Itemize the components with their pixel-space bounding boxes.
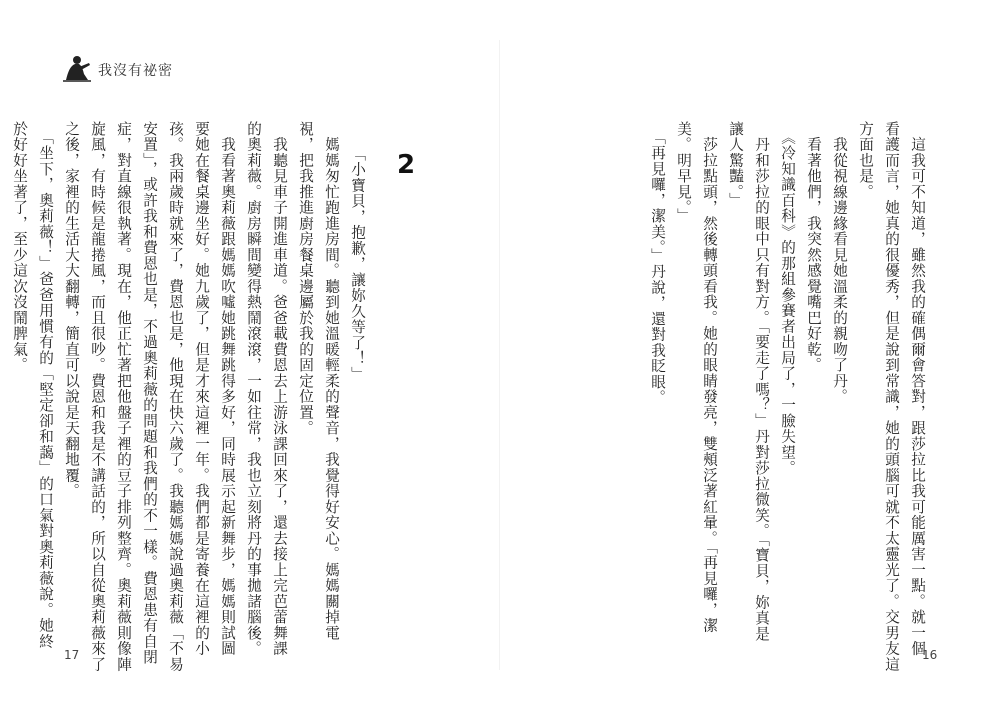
text-column: 視，把我推進廚房餐桌邊屬於我的固定位置。 (297, 121, 314, 436)
text-column: 方面也是。 (857, 121, 874, 200)
running-header (62, 52, 222, 84)
text-column: 於好好坐著了，至少這次沒鬧脾氣。 (11, 121, 28, 373)
text-column: 「再見囉，潔美。」丹說，還對我眨眼。 (649, 121, 666, 406)
text-column: 我聽見車子開進車道。爸爸載費恩去上游泳課回來了，還去接上完芭蕾舞課 (271, 121, 288, 657)
page-gutter (499, 40, 500, 670)
text-column: 孩。我兩歲時就來了，費恩也是，他現在快六歲了。我聽媽媽說過奧莉薇「不易 (167, 121, 184, 673)
text-column: 看著他們，我突然感覺嘴巴好乾。 (805, 121, 822, 373)
text-column: 「小寶貝，抱歉，讓妳久等了！」 (349, 146, 366, 383)
page-number-right: 16 (922, 648, 938, 662)
text-column: 的奧莉薇。廚房瞬間變得熱鬧滾滾，一如往常，我也立刻將丹的事拋諸腦後。 (245, 121, 262, 657)
page-number-left: 17 (64, 648, 80, 662)
text-column: 讓人驚豔。」 (727, 121, 744, 209)
text-column: 丹和莎拉的眼中只有對方。「要走了嗎？」丹對莎拉微笑。「寶貝，妳真是 (753, 121, 770, 642)
text-column: 我從視線邊緣看見她溫柔的親吻了丹。 (831, 121, 848, 405)
text-column: 媽媽匆忙跑進房間。聽到她溫暖輕柔的聲音，我覺得好安心。媽媽關掉電 (323, 121, 340, 641)
chapter-number: 2 (397, 150, 416, 180)
text-column: 這我可不知道，雖然我的確偶爾會答對，跟莎拉比我可能厲害一點。就一個 (909, 121, 926, 657)
text-column: 安置」，或許我和費恩也是，不過奧莉薇的問題和我們的不一樣。費恩患有自閉 (141, 121, 158, 665)
text-column: 我看著奧莉薇跟媽媽吹噓她跳舞跳得多好，同時展示起新舞步，媽媽則試圖 (219, 121, 236, 657)
text-column: 之後，家裡的生活大大翻轉，簡直可以說是天翻地覆。 (63, 121, 80, 499)
book-title: 我沒有祕密 (98, 63, 173, 79)
text-column: 旋風，有時候是龍捲風，而且很吵。費恩和我是不講話的，所以自從奧莉薇來了 (89, 121, 106, 673)
text-column: 要她在餐桌邊坐好。她九歲了，但是才來這裡一年。我們都是寄養在這裡的小 (193, 121, 210, 657)
text-column: 症，對直線很執著。現在，他正忙著把他盤子裡的豆子排列整齊。奧莉薇則像陣 (115, 121, 132, 673)
text-column: 莎拉點頭，然後轉頭看我。她的眼睛發亮，雙頰泛著紅暈。「再見囉，潔 (701, 121, 718, 634)
text-column: 看護而言，她真的很優秀，但是說到常識，她的頭腦可就不太靈光了。交男友這 (883, 121, 900, 673)
reader-silhouette-icon (62, 54, 92, 82)
text-column: 美。明早見。」 (675, 121, 692, 224)
text-column: 「坐下，奧莉薇！」爸爸用慣有的「堅定卻和藹」的口氣對奧莉薇說。她終 (37, 121, 54, 650)
text-column: 《冷知識百科》的那組參賽者出局了，一臉失望。 (779, 121, 796, 476)
